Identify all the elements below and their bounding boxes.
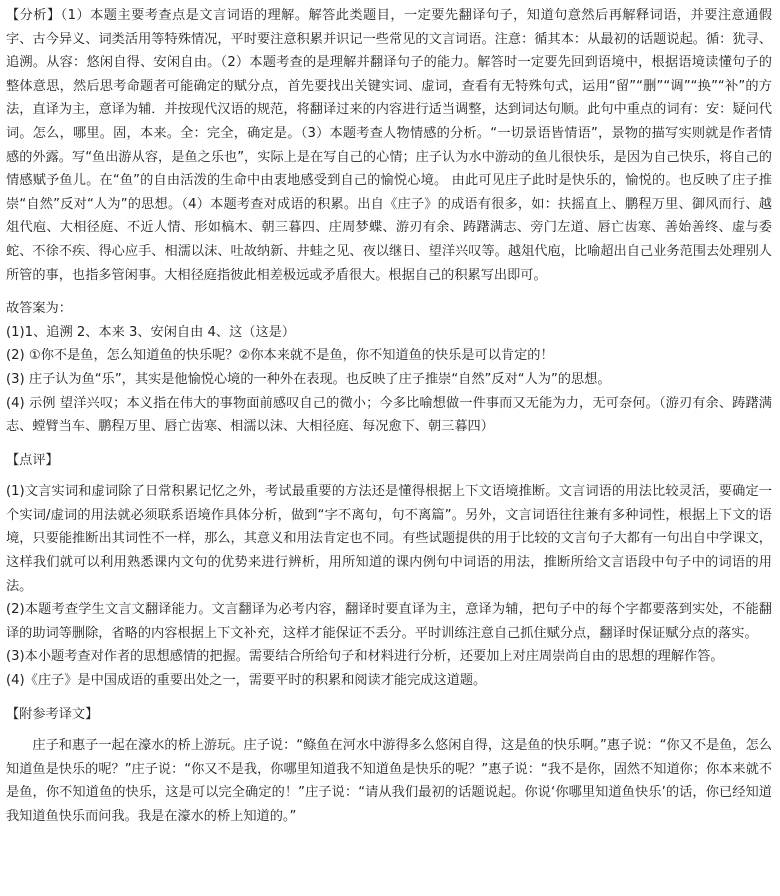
comment-line-4: (4)《庄子》是中国成语的重要出处之一，需要平时的积累和阅读才能完成这道题。 xyxy=(6,673,487,689)
answer-line-1: (1)1、追溯 2、本来 3、安闲自由 4、这（这是） xyxy=(6,324,296,340)
answer-line-4: (4) 示例 望洋兴叹；本义指在伟大的事物面前感叹自己的微小；今多比喻想做一件事而又无能为力，无可奈何。（游刃有余、踌躇满志、螳臂当车、鹏程万里、唇亡齿寒、相濡以沫、大相径庭、每况愈下、朝三暮四） xyxy=(6,395,772,435)
spacer xyxy=(6,439,772,449)
translation-paragraph: 庄子和惠子一起在濠水的桥上游玩。庄子说：“鲦鱼在河水中游得多么悠闲自得，这是鱼的快乐啊。”惠子说：“你又不是鱼，怎么知道鱼是快乐的呢？”庄子说：“你又不是我，你哪里知道我不知道鱼是快乐的呢？”惠子说：“我不是你，固然不知道你；你本来就不是鱼，你不知道鱼的快乐，这是可以完全确定的！”庄子说：“请从我们最初的话题说起。你说‘你哪里知道鱼快乐’的话，你已经知道我知道鱼快乐而问我。我是在濠水的桥上知道的。” xyxy=(6,738,772,824)
comment-line-1: (1)文言实词和虚词除了日常积累记忆之外，考试最重要的方法还是懂得根据上下文语境推断。文言词语的用法比较灵活，要确定一个实词/虚词的用法就必须联系语境作具体分析，做到“字不离句，句不离篇”。另外，文言词语往往兼有多种词性，根据上下文的语境，只要能推断出其词性不一样，那么，其意义和用法肯定也不同。有些试题提供的用于比较的文言句子大都有一句出自中学课文，这样我们就可以利用熟悉课内文句的优势来进行辨析，用所知道的课内例句中词语的用法，推断所给文言语段中句子中的词语的用法。 xyxy=(6,484,772,594)
spacer xyxy=(6,287,772,297)
answer-line-3: (3) 庄子认为鱼“乐”，其实是他愉悦心境的一种外在表现。也反映了庄子推崇“自然”反对“人为”的思想。 xyxy=(6,371,611,387)
spacer xyxy=(6,472,772,480)
spacer xyxy=(6,693,772,703)
analysis-paragraph: 【分析】（1）本题主要考查点是文言词语的理解。解答此类题目，一定要先翻译句子，知道句意然后再解释词语，并要注意通假字、古今异义、词类活用等特殊情况，平时要注意积累并识记一些常见的文言词语。注意：循其本：从最初的话题说起。循：犹寻、追溯。从容：悠闲自得、安闲自由。（2）本题考查的是理解并翻译句子的能力。解答时一定要先回到语境中，根据语境读懂句子的整体意思，然后思考命题者可能确定的赋分点，首先要找出关键实词、虚词，查看有无特殊句式，运用“留”“删”“调”“换”“补”的方法，直译为主，意译为辅．并按现代汉语的规范，将翻译过来的内容进行适当调整，达到词达句顺。此句中重点的词有：安：疑问代词。怎么，哪里。固，本来。全：完全，确定是。（3）本题考查人物情感的分析。“一切景语皆情语”，景物的描写实则就是作者情感的外露。写“鱼出游从容，是鱼之乐也”，实际上是在写自己的心情；庄子认为水中游动的鱼儿很快乐，是因为自己快乐，将自己的情感赋予鱼儿。在“鱼”的自由活泼的生命中由衷地感受到自己的愉悦心境。 由此可见庄子此时是快乐的，愉悦的。也反映了庄子推崇“自然”反对“人为”的思想。（4）本题考查对成语的积累。出自《庄子》的成语有很多，如：扶摇直上、鹏程万里、御风而行、越俎代庖、大相径庭、不近人情、形如槁木、朝三暮四、庄周梦蝶、游刃有余、踌躇满志、旁门左道、唇亡齿寒、善始善终、虚与委蛇、不徐不疾、得心应手、相濡以沫、吐故纳新、井蛙之见、夜以继日、望洋兴叹等。越俎代庖，比喻超出自己业务范围去处理别人所管的事，也指多管闲事。大相径庭指彼此相差极远或矛盾很大。根据自己的积累写出即可。 xyxy=(6,8,772,283)
comment-line-3: (3)本小题考查对作者的思想感情的把握。需要结合所给句子和材料进行分析，还要加上对庄周崇尚自由的思想的理解作答。 xyxy=(6,649,724,665)
comment-heading: 【点评】 xyxy=(6,452,59,468)
spacer xyxy=(6,726,772,734)
answer-heading: 故答案为： xyxy=(6,301,72,317)
comment-line-2: (2)本题考查学生文言文翻译能力。文言翻译为必考内容，翻译时要直译为主，意译为辅，把句子中的每个字都要落到实处，不能翻译的助词等删除，省略的内容根据上下文补充，这样才能保证不丢分。平时训练注意自己抓住赋分点，翻译时保证赋分点的落实。 xyxy=(6,602,772,641)
translation-heading: 【附参考译文】 xyxy=(6,706,99,722)
answer-line-2: (2) ①你不是鱼，怎么知道鱼的快乐呢？②你本来就不是鱼，你不知道鱼的快乐是可以肯定的！ xyxy=(6,348,554,364)
